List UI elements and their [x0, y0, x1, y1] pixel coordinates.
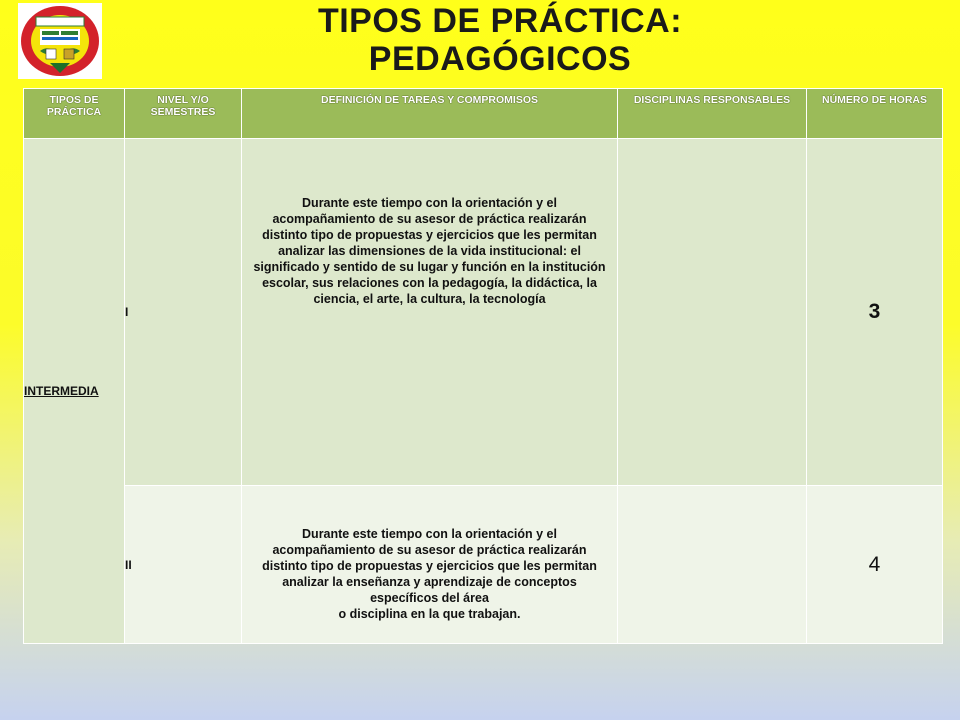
table-header-row — [24, 89, 943, 139]
title-line-2: PEDAGÓGICOS — [368, 40, 632, 78]
cell-horas: 4 — [807, 486, 943, 644]
cell-tipo: INTERMEDIA — [24, 139, 125, 644]
header-tipo: TIPOS DE PRÁCTICA — [24, 89, 125, 139]
header-disciplinas: DISCIPLINAS RESPONSABLES — [618, 89, 807, 139]
page-title — [240, 2, 760, 78]
title-line-1: TIPOS DE PRÁCTICA: — [317, 2, 683, 40]
practice-table — [23, 88, 943, 644]
definicion-text-line2: o disciplina en la que trabajan. — [338, 607, 521, 621]
cell-disciplinas — [618, 139, 807, 486]
cell-horas: 3 — [807, 139, 943, 486]
cell-nivel: I — [125, 139, 242, 486]
cell-nivel: II — [125, 486, 242, 644]
header-horas: NÚMERO DE HORAS — [807, 89, 943, 139]
school-crest-icon — [18, 3, 102, 79]
cell-definicion — [242, 486, 618, 644]
table-row — [24, 139, 943, 486]
definicion-text: Durante este tiempo con la orientación y el acompañamiento de su asesor de práctica realizarán distinto tipo de propuestas y ejercicios que les permitan analizar la enseñanza y aprendizaje de conceptos específicos del área — [262, 527, 597, 605]
cell-disciplinas — [618, 486, 807, 644]
cell-definicion: Durante este tiempo con la orientación y el acompañamiento de su asesor de práctica realizarán distinto tipo de propuestas y ejercicios que les permitan analizar las dimensiones de la vida institucional: el significado y sentido de su lugar y función en la institución escolar, sus relaciones con la pedagogía, la didáctica, la ciencia, el arte, la cultura, la tecnología — [242, 139, 618, 486]
table-row — [24, 486, 943, 644]
header-definicion: DEFINICIÓN DE TAREAS Y COMPROMISOS — [242, 89, 618, 139]
header-nivel: NIVEL Y/O SEMESTRES — [125, 89, 242, 139]
